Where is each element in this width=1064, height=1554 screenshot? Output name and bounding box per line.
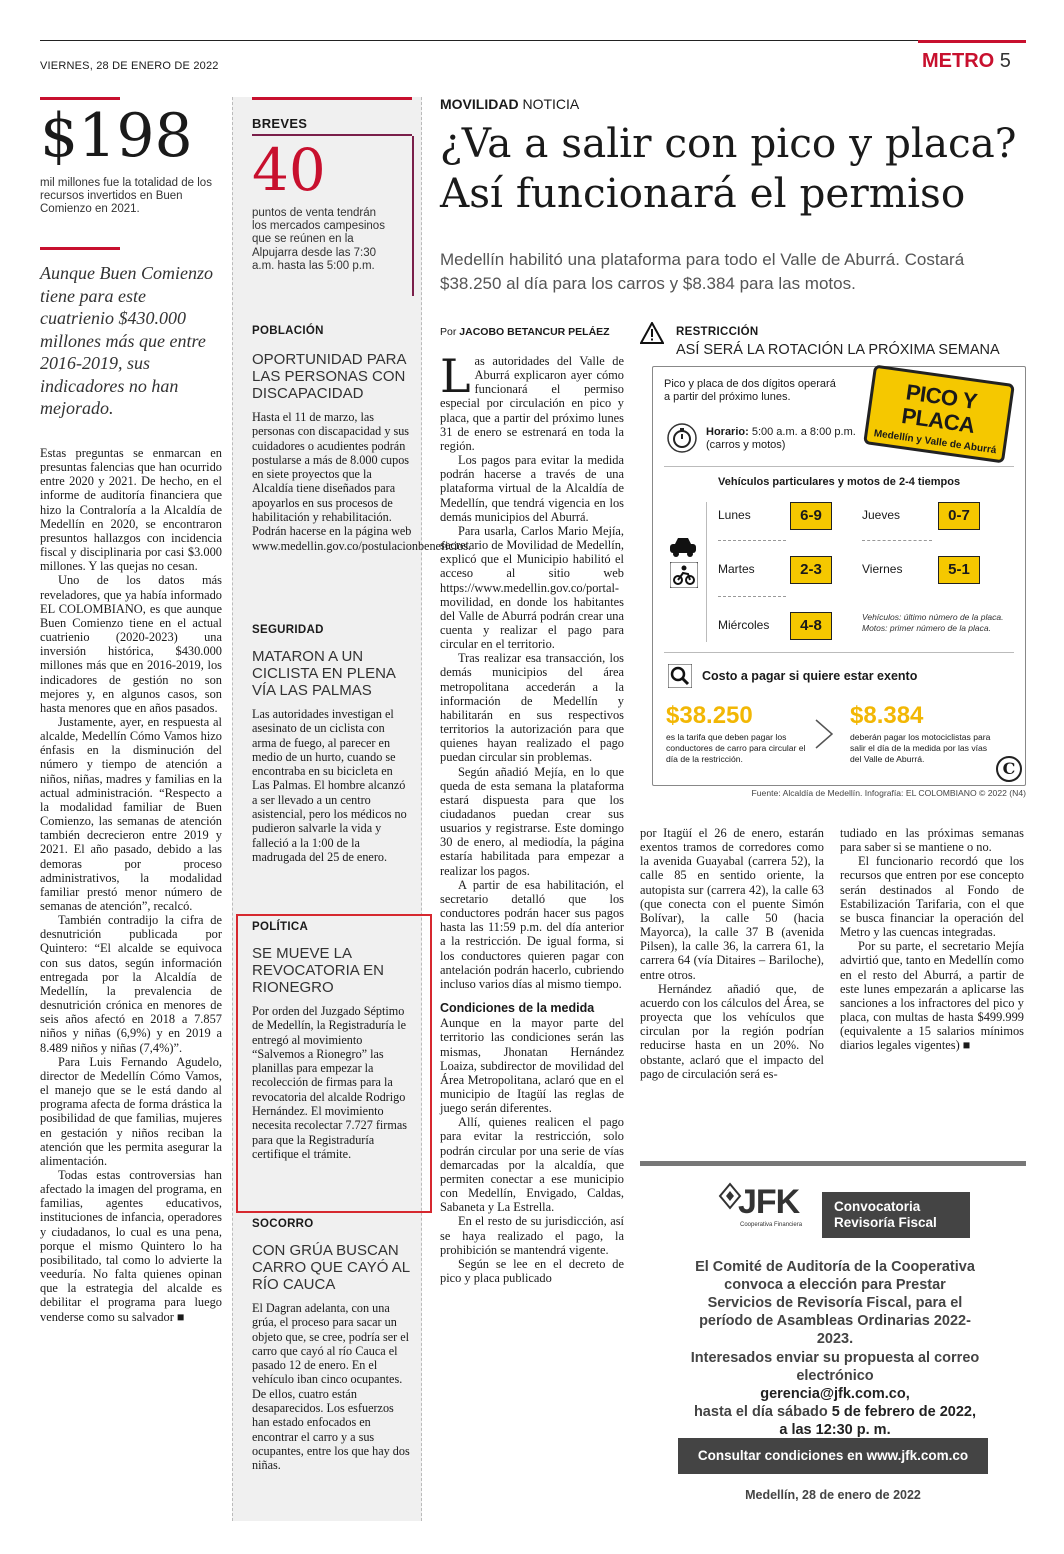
breve-item-socorro — [252, 1218, 412, 1473]
horario — [706, 426, 856, 452]
breve-item-seguridad — [252, 624, 412, 864]
top-rule — [40, 40, 1025, 41]
ad-banner — [822, 1192, 970, 1238]
day-dash-rule — [862, 540, 932, 541]
breve-body: Por orden del Juzgado Séptimo de Medellín, la Registraduría le entregó al movimiento “Salvemos a Rionegro” las planillas para empezar la recolección de firmas para la revocatoria del alcalde Rodrigo Hernández. El movimiento necesita recolectar 7.727 firmas para que la Registraduría certifique el trámite. — [252, 1004, 407, 1161]
ad-conditions-button[interactable]: Consultar condiciones en www.jfk.com.co — [678, 1438, 988, 1474]
breve-title: MATARON A UN CICLISTA EN PLENA VÍA LAS PALMAS — [252, 648, 396, 699]
horario-line — [706, 426, 856, 439]
horario-value: 5:00 a.m. a 8:00 p.m. — [751, 426, 856, 438]
left-article — [40, 446, 222, 1324]
main-paragraph: por Itagüí el 26 de enero, estarán exentos tramos de corredores como la avenida Guayabal (carrera 52), la calle 85 en sentido oriente, la autopista sur (carrera 42), la calle 63 (que conecta con el puente Simón Bolívar), la calle 50 (hacia Mayorca), la calle 37 B (avenida Pilsen), la calle 36, la carrera 61, la carrera 64 (vía Ditaires – Bariloche), entre otros. — [640, 826, 824, 982]
infographic — [640, 322, 1026, 800]
end-mark: ■ — [176, 1309, 185, 1324]
moto-price-desc: deberán pagar los motociclistas para salir el día de la medida por las vías del Valle de Aburrá. — [850, 732, 991, 764]
breves-top-bar — [252, 97, 412, 100]
big-number: $198 — [40, 101, 193, 171]
arrow-icon — [814, 714, 838, 754]
infographic-label: RESTRICCIÓN — [676, 326, 759, 338]
byline — [440, 326, 610, 338]
warning-icon — [640, 322, 664, 344]
headline-line-2: Así funcionará el permiso — [440, 169, 966, 217]
moto-price: $8.384 — [850, 702, 924, 729]
left-paragraph: Para Luis Fernando Agudelo, director de Medellín Cómo Vamos, el manejo que se le está dando al programa afecta de forma drástica la posibilidad de que familias, mujeres en gestación y niños reciban la atención que les permita asegurar la alimentación. — [40, 1054, 222, 1168]
closing-text: Por su parte, el secretario Mejía advirtió que, tanto en Medellín como en el resto del Aburrá, a partir de este lunes empezarán a aplicarse las sanciones a los infractores del pico y placa, con multas de hasta $499.999 (equivalente a 15 salarios mínimos diarios legales vigentes) — [840, 939, 1024, 1053]
horario-note: (carros y motos) — [706, 439, 786, 451]
lead-text: as autoridades del Valle de Aburrá explicaron ayer cómo funcionará el permiso especial por circulación en pico y placa, que a partir del próximo lunes 31 de enero se estrenará en toda la región. — [440, 354, 624, 453]
sign-subtitle: Medellín y Valle de Aburrá — [873, 428, 997, 457]
day-wednesday: Miércoles — [718, 618, 770, 632]
jfk-logo — [716, 1182, 818, 1238]
day-monday: Lunes — [718, 508, 751, 522]
main-column-3 — [840, 826, 1024, 1053]
infographic-source: Fuente: Alcaldía de Medellín. Infografía: EL COLOMBIANO © 2022 (N4) — [751, 788, 1026, 798]
breve-title: OPORTUNIDAD PARA LAS PERSONAS CON DISCAPACIDAD — [252, 351, 406, 402]
page-date: VIERNES, 28 DE ENERO DE 2022 — [40, 60, 219, 72]
main-paragraph: En el resto de su jurisdicción, así se haya realizado el pago, la prohibición se mantendrá vigente. — [440, 1214, 624, 1257]
day-thursday: Jueves — [862, 508, 901, 522]
infographic-intro: Pico y placa de dos dígitos operará a partir del próximo lunes. — [664, 378, 836, 403]
main-paragraph: Los pagos para evitar la medida podrán hacerse a través de una plataforma virtual de la Alcaldía de Medellín, que tendrá vigencia en los demás municipios del Aburrá. — [440, 453, 624, 524]
car-price-desc: es la tarifa que deben pagar los conductores de carro para circular el día de la restricción. — [666, 732, 806, 764]
breves-label: BREVES — [252, 116, 308, 131]
clock-icon — [666, 422, 698, 454]
ad-line-1: Interesados enviar su propuesta al correo electrónico — [690, 1350, 980, 1384]
ad-banner-line-2: Revisoría Fiscal — [834, 1215, 937, 1230]
ad-line-3 — [680, 1403, 990, 1421]
main-paragraph: El funcionario recordó que los recursos que entren por ese concepto serán destinados al Fondo de Estabilización Tarifaria, con el que se busca financiar la operación del Metro y las cuencas integradas. — [840, 854, 1024, 940]
plate-badge-monday: 6-9 — [790, 502, 832, 530]
icon-column-rule — [706, 502, 707, 642]
ad-paragraph-2 — [680, 1349, 990, 1439]
headline — [440, 118, 1040, 218]
day-dash-rule — [718, 540, 786, 541]
el-colombiano-logo: C — [996, 756, 1022, 782]
breves-number-caption: puntos de venta tendrán los mercados campesinos que se reúnen en la Alpujarra desde las 7:30 a.m. hasta las 5:00 p.m. — [252, 207, 385, 272]
main-paragraph: A partir de esa habilitación, el secretario detalló que los conductores podrán hacer sus pagos hasta las 11:59 p.m. del día anterior a la restricción. De igual forma, si los conductores quieren pagar con antelación podrán hacerlo, cubriendo incluso varios días al mismo tiempo. — [440, 877, 624, 991]
plate-badge-wednesday: 4-8 — [790, 612, 832, 640]
main-column-1 — [440, 349, 624, 1285]
byline-prefix: Por — [440, 326, 457, 338]
ad-deadline-time: a las 12:30 p. m. — [779, 1422, 891, 1438]
page-number: 5 — [999, 50, 1011, 72]
main-paragraph: Aunque en la mayor parte del territorio las condiciones serán las mismas, Jhonatan Hernández Loaiza, subdirector de movilidad del Área Metropolitana, aclaró que en el municipio de Itagüí las reglas de juego serán diferentes. — [440, 1016, 624, 1116]
main-column-2 — [640, 826, 824, 1081]
jfk-logo-sub: Cooperativa Financiera — [740, 1222, 803, 1228]
horario-label: Horario: — [706, 426, 749, 438]
section-label: METRO — [922, 50, 995, 72]
day-tuesday: Martes — [718, 562, 755, 576]
dropcap: L — [440, 349, 471, 403]
main-paragraph: Allí, quienes realicen el pago para evitar la restricción, solo podrán circular por una serie de vías demarcadas por la alcaldía, que permiten conectar a ese municipio con Medellín, Envigado, Caldas, Sabaneta y La Estrella. — [440, 1115, 624, 1215]
plate-badge-friday: 5-1 — [938, 556, 980, 584]
breve-title: SE MUEVE LA REVOCATORIA EN RIONEGRO — [252, 945, 384, 996]
end-mark: ■ — [962, 1038, 971, 1053]
breve-item-poblacion — [252, 325, 472, 553]
ad-box — [640, 1161, 1026, 1503]
plate-badge-thursday: 0-7 — [938, 502, 980, 530]
section-marker — [918, 40, 1026, 43]
main-paragraph: Hernández añadió que, de acuerdo con los cálculos del Área, se proyecta que los vehículos que circulan por la región podrían reducirse hasta en un 20%. No obstante, aclaró que el impacto del pago de circulación será es- — [640, 981, 824, 1081]
ad-deadline-date: 5 de febrero de 2022, — [831, 1404, 977, 1420]
left-paragraph: Uno de los datos más reveladores, que ya había informado EL COLOMBIANO, es que aunque Buen Comienzo tiene en el actual cuatrienio (2020-2023) una inversión histórica, $430.000 millones más que en 2016-2019, los indicadores de gestión no son mejores y, en algunos casos, son hasta menores que en años pasados. — [40, 573, 222, 715]
main-paragraph: Según se lee en el decreto de pico y placa publicado — [440, 1256, 624, 1285]
car-icon — [668, 536, 698, 558]
kicker — [440, 96, 579, 112]
subsection-title: Condiciones de la medida — [440, 1001, 595, 1016]
infographic-divider — [664, 466, 1014, 467]
main-paragraph — [840, 939, 1024, 1052]
plate-note-vehicles: Vehículos: último número de la placa. — [862, 612, 1004, 622]
main-paragraph — [440, 349, 624, 453]
subhead: Medellín habilitó una plataforma para todo el Valle de Aburrá. Costará $38.250 al día para los carros y $8.384 para las motos. — [440, 250, 965, 293]
pull-quote: Aunque Buen Comienzo tiene para este cuatrienio $430.000 millones más que entre 2016-2019, sus indicadores no han mejorado. — [40, 263, 213, 418]
magnifier-icon — [668, 664, 692, 688]
breve-section: SEGURIDAD — [252, 624, 324, 636]
main-paragraph: Para usarla, Carlos Mario Mejía, secretario de Movilidad de Medellín, explicó que el Municipio habilitó el acceso al sitio web https://www.medellin.gov.co/portal-movilidad, en donde los habitantes del Valle de Aburrá podrán crear una cuenta y realizar el pago para circular en el territorio. — [440, 523, 624, 652]
plate-notes — [862, 612, 1012, 634]
breve-body: Las autoridades investigan el asesinato de un ciclista con arma de fuego, al parecer en medio de un hurto, cuando se encontraba en su bicicleta en Las Palmas. El hombre alcanzó a ser llevado a un centro asistencial, pero los médicos no pudieron salvarle la vida y falleció a la 1:00 de la madrugada del 25 de enero. — [252, 707, 407, 864]
breve-body: Hasta el 11 de marzo, las personas con discapacidad y sus cuidadores o acudientes podrán postularse a más de 8.000 cupos en siete proyectos que la Alcaldía tiene diseñados para apoyarlos en sus procesos de habilitación y rehabilitación. Podrán hacerse en la página web www.medellin.gov.co/postulacionbeneficios. — [252, 410, 472, 553]
jfk-logo-text: JFK — [738, 1183, 800, 1221]
left-paragraph — [40, 1168, 222, 1324]
ad-banner-line-1: Convocatoria — [834, 1199, 921, 1214]
byline-name: JACOBO BETANCUR PELÁEZ — [459, 326, 610, 338]
breve-section: SOCORRO — [252, 1218, 314, 1230]
ad-email: gerencia@jfk.com.co, — [760, 1386, 910, 1402]
left-paragraph: También contradijo la cifra de desnutrición publicada por Quintero: “El alcalde se equivoca con sus datos, según información entregada por la Alcaldía de Medellín, la prevalencia de desnutrición crónica en menores de seis años afectó en 2018 a 7.857 niños y niñas (6,9%) y en 2019 a 8.489 niños y niñas (7,4%)”. — [40, 913, 222, 1055]
breve-body: El Dagran adelanta, con una grúa, el proceso para sacar un objeto que, se cree, podría ser el carro que cayó al río Cauca el pasado 12 de enero. En el vehículo iban cinco ocupantes. De ellos, cuatro están desaparecidos. Los esfuerzos han estado enfocados en encontrar el carro y a sus ocupantes, entre los que hay dos niñas. — [252, 1301, 410, 1473]
section-name — [922, 50, 1011, 73]
ad-deadline-prefix: hasta el día sábado — [693, 1404, 828, 1420]
plate-badge-tuesday: 2-3 — [790, 556, 832, 584]
sign-title: PICO Y PLACA — [900, 379, 979, 438]
main-paragraph: Tras realizar esa transacción, los demás municipios del área metropolitana accederán a la información de Medellín y habilitarán en sus respectivos territorios la autorización para que quienes hayan realizado el pago puedan circular sin problemas. — [440, 651, 624, 765]
infographic-title: ASÍ SERÁ LA ROTACIÓN LA PRÓXIMA SEMANA — [676, 342, 1000, 358]
plate-note-motos: Motos: primer número de la placa. — [862, 623, 991, 633]
left-paragraph: Justamente, ayer, en respuesta al alcalde, Medellín Cómo Vamos hizo énfasis en la disminución del número y tiempo de atención a niños, niñas, madres y familias en la actual administración. “Respecto a la modalidad familiar de Buen Comienzo, las semanas de atención también decrecieron entre 2019 y 2021. El año pasado, debido a las demoras por proceso administrativos, la modalidad familiar prestó menor número de semanas de atención”, recalcó. — [40, 714, 222, 913]
breves-big-number: 40 — [252, 136, 326, 204]
breve-item-politica — [252, 921, 412, 1161]
left-last-text: Todas estas controversias han afectado la imagen del programa, en familias, agentes educativos, instituciones de infancia, operadores y ciudadanos, lo cual es una pena, porque el mismo Quintero lo ha posibilitado, tal como lo advierte la veeduría. No falta quienes opinan que la estrategia del alcalde es debilitar el programa para luego venderse como su salvador — [40, 1167, 222, 1324]
ad-paragraph-1: El Comité de Auditoría de la Cooperativa convoca a elección para Prestar Servicios de Revisoría Fiscal, para el período de Asambleas Ordinarias 2022-2023. — [695, 1259, 975, 1347]
main-paragraph: tudiado en las próximas semanas para saber si se mantiene o no. — [840, 826, 1024, 855]
breves-side-rule — [412, 136, 414, 296]
motorcycle-icon — [670, 562, 698, 588]
left-paragraph: Estas preguntas se enmarcan en presuntas falencias que han ocurrido entre 2020 y 2021. De hecho, en el informe de auditoría financiera que hizo la Contraloría a la Alcaldía de Medellín en 2020, se encontraron presuntos hallazgos con incidencia fiscal y disciplinaria por casi $3.000 millones. Y las quejas no cesan. — [40, 446, 222, 574]
cost-title: Costo a pagar si quiere estar exento — [702, 669, 918, 683]
headline-line-1: ¿Va a salir con pico y placa? — [440, 119, 1017, 167]
big-number-caption: mil millones fue la totalidad de los recursos invertidos en Buen Comienzo en 2021. — [40, 177, 212, 215]
kicker-rest: NOTICIA — [522, 96, 580, 112]
day-dash-rule — [718, 596, 786, 597]
breve-section: POBLACIÓN — [252, 325, 324, 337]
quote-bar — [40, 247, 120, 250]
day-friday: Viernes — [862, 562, 903, 576]
breve-section: POLÍTICA — [252, 921, 309, 933]
kicker-bold: MOVILIDAD — [440, 96, 519, 112]
infographic-divider — [664, 652, 1014, 653]
ad-footer: Medellín, 28 de enero de 2022 — [745, 1488, 921, 1502]
car-price: $38.250 — [666, 702, 753, 729]
main-paragraph: Según añadió Mejía, en lo que queda de esta semana la plataforma estará dispuesta para que los ciudadanos puedan crear sus usuarios y registrarse. Este domingo 30 de enero, al mediodía, la página estaría habilitada para empezar a realizar los pagos. — [440, 764, 624, 878]
breve-title: CON GRÚA BUSCAN CARRO QUE CAYÓ AL RÍO CAUCA — [252, 1242, 410, 1293]
vehicles-title: Vehículos particulares y motos de 2-4 tiempos — [718, 476, 961, 488]
